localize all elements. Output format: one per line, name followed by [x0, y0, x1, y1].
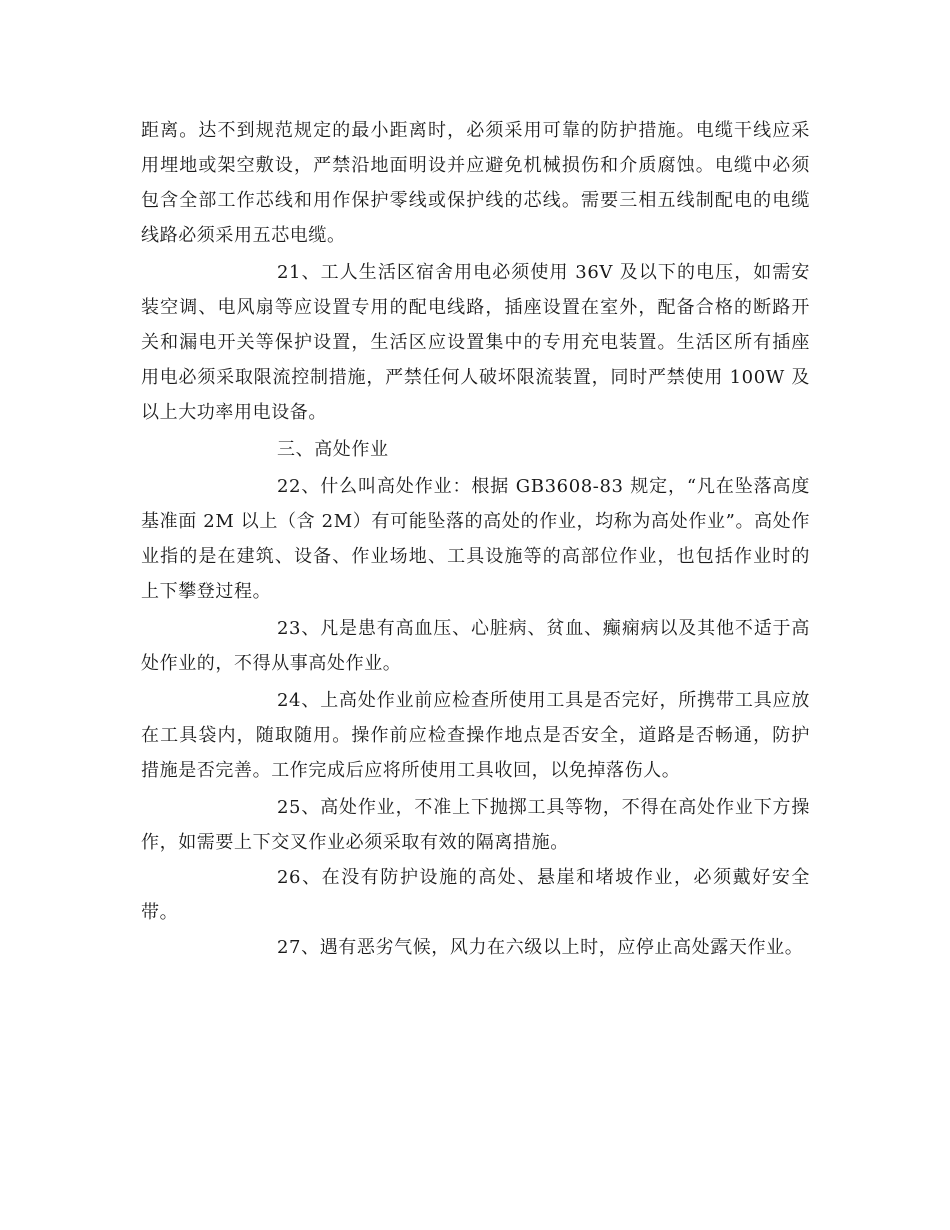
paragraph-item-21: 21、工人生活区宿舍用电必须使用 36V 及以下的电压，如需安装空调、电风扇等应设置专用的配电线路，插座设置在室外，配备合格的断路开关和漏电开关等保护设置，生活区应设置集中的专用充电装置。生活区所有插座用电必须采取限流控制措施，严禁任何人破坏限流装置，同时严禁使用 100W 及以上大功率用电设备。 — [141, 262, 810, 423]
paragraph-item-22: 22、什么叫高处作业：根据 GB3608-83 规定，“凡在坠落高度基准面 2M 以上（含 2M）有可能坠落的高处的作业，均称为高处作业”。高处作业指的是在建筑、设备、作业场地、工具设施等的高部位作业，也包括作业时的上下攀登过程。 — [141, 476, 810, 602]
paragraph-item-27: 27、遇有恶劣气候，风力在六级以上时，应停止高处露天作业。 — [277, 937, 804, 958]
paragraph-item-25: 25、高处作业，不准上下抛掷工具等物，不得在高处作业下方操作，如需要上下交叉作业必须采取有效的隔离措施。 — [141, 797, 810, 853]
paragraph-item-23: 23、凡是患有高血压、心脏病、贫血、癫痫病以及其他不适于高处作业的，不得从事高处作业。 — [141, 618, 810, 674]
paragraph-item-24: 24、上高处作业前应检查所使用工具是否完好，所携带工具应放在工具袋内，随取随用。操作前应检查操作地点是否安全，道路是否畅通，防护措施是否完善。工作完成后应将所使用工具收回，以免掉落伤人。 — [141, 690, 810, 781]
section-heading-high-altitude-work: 三、高处作业 — [277, 439, 389, 460]
paragraph-item-26: 26、在没有防护设施的高处、悬崖和堵坡作业，必须戴好安全带。 — [141, 867, 810, 923]
document-body — [141, 113, 810, 965]
paragraph-continuation: 距离。达不到规范规定的最小距离时，必须采用可靠的防护措施。电缆干线应采用埋地或架空敷设，严禁沿地面明设并应避免机械损伤和介质腐蚀。电缆中必须包含全部工作芯线和用作保护零线或保护线的芯线。需要三相五线制配电的电缆线路必须采用五芯电缆。 — [141, 120, 810, 246]
